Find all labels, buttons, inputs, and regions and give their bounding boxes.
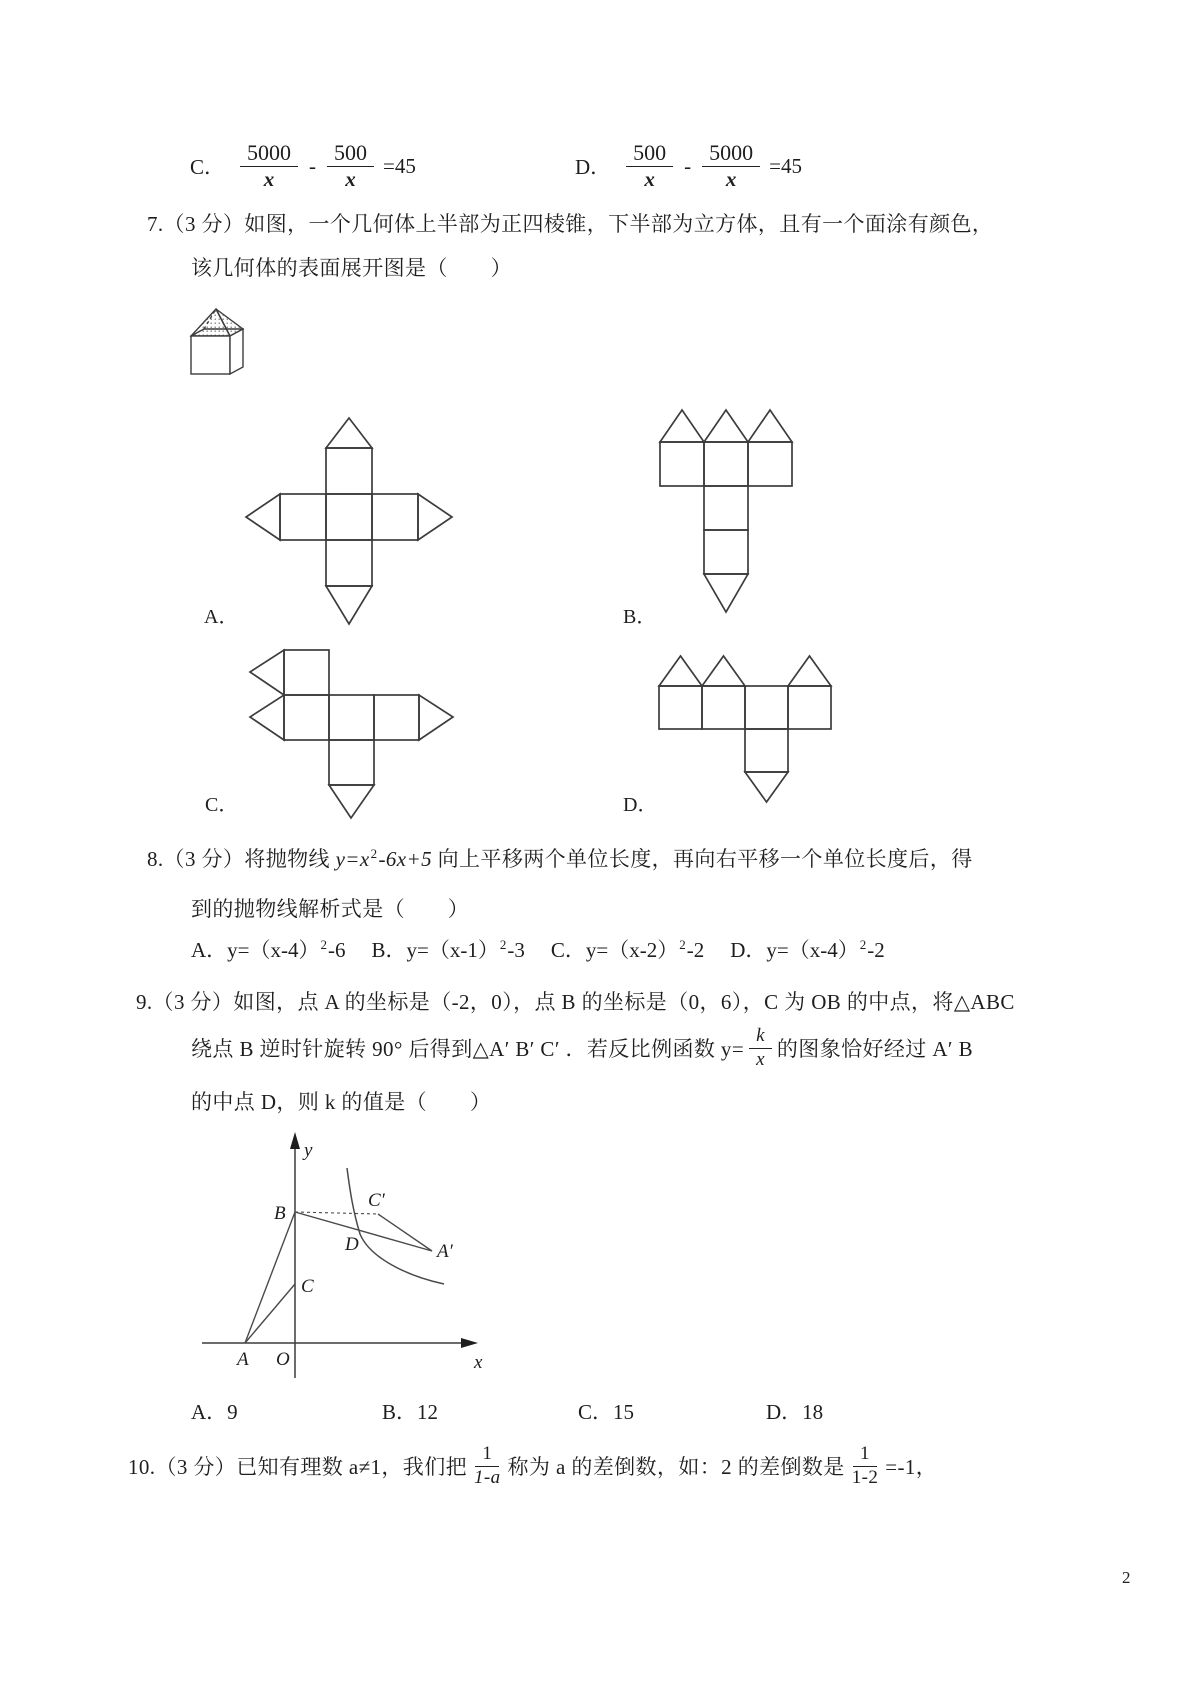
parabola-formula-rest: -6x+5 — [378, 847, 432, 871]
fraction-numerator: 5000 — [702, 140, 760, 167]
option-a — [191, 934, 346, 964]
fraction-numerator: 1 — [853, 1443, 877, 1467]
graph-axes — [202, 1142, 468, 1378]
question-9-text-post: 的图象恰好经过 A′ B — [776, 1037, 973, 1061]
x-axis-arrow — [461, 1338, 478, 1348]
formula-exponent: 2 — [370, 846, 378, 861]
solid-cube-pyramid-figure — [186, 306, 252, 378]
net-b-shapes — [660, 410, 792, 612]
graph-label-c-prime: C′ — [368, 1190, 385, 1211]
fraction-denominator: x — [756, 1048, 765, 1070]
fraction-denominator: x — [725, 167, 737, 192]
fraction-denominator: x — [644, 167, 655, 192]
graph-labels — [235, 1140, 483, 1373]
fraction-numerator: k — [749, 1025, 772, 1049]
option-d-equation — [575, 134, 802, 198]
net-b-figure — [652, 406, 800, 622]
q9-option-c: C．15 — [578, 1400, 635, 1424]
net-c-shapes — [250, 650, 453, 818]
option-d-tail: -2 — [867, 938, 885, 962]
question-9-text: 绕点 B 逆时针旋转 90° 后得到△A′ B′ C′ ．若反比例函数 y= — [191, 1037, 745, 1061]
fraction — [327, 140, 374, 193]
question-8-options — [191, 934, 885, 964]
equals-value: =45 — [383, 153, 416, 178]
graph-label-x: x — [474, 1352, 483, 1373]
graph-triangle-lines — [245, 1212, 432, 1343]
question-7-line2: 该几何体的表面展开图是（ ） — [191, 256, 512, 280]
fraction-k-over-x — [749, 1025, 772, 1072]
fraction-1-over-1-minus-2 — [850, 1443, 881, 1490]
option-c-tail: -2 — [686, 938, 705, 962]
parabola-formula: y=x — [335, 847, 370, 871]
graph-label-o: O — [276, 1349, 290, 1370]
option-a-text: A．y=（x-4） — [191, 938, 320, 962]
question-8-text: 8.（3 分）将抛物线 — [147, 847, 336, 871]
fraction — [626, 140, 673, 193]
question-8-line1 — [147, 843, 973, 873]
question-9-line2 — [191, 1018, 973, 1078]
net-a-figure — [238, 416, 460, 628]
option-b — [372, 934, 525, 964]
option-d-exponent: 2 — [859, 937, 867, 952]
solid-edges — [191, 309, 243, 374]
net-d-label: D． — [623, 794, 658, 816]
q9-option-a: A．9 — [191, 1400, 238, 1424]
question-8-line2: 到的抛物线解析式是（ ） — [191, 897, 470, 921]
fraction-numerator: 500 — [626, 140, 673, 167]
option-c-equation — [190, 134, 416, 198]
question-10-text-mid: 称为 a 的差倒数，如：2 的差倒数是 — [507, 1455, 845, 1479]
option-b-text: B．y=（x-1） — [371, 938, 499, 962]
option-a-tail: -6 — [328, 938, 346, 962]
option-c-label: C． — [190, 155, 226, 179]
question-10-text-post: =-1， — [885, 1455, 938, 1479]
net-a-shapes — [246, 418, 452, 624]
graph-label-b: B — [274, 1203, 286, 1224]
fraction-numerator: 1 — [475, 1443, 499, 1467]
fraction — [702, 140, 760, 193]
option-b-exponent: 2 — [499, 937, 507, 952]
net-b-label: B． — [623, 606, 657, 628]
fraction — [240, 140, 298, 193]
option-d — [730, 934, 885, 964]
fraction-denominator: 1-2 — [851, 1466, 879, 1488]
graph-label-d: D — [345, 1234, 359, 1255]
minus-operator: - — [684, 153, 692, 178]
net-c-label: C． — [205, 794, 239, 816]
graph-label-c: C — [301, 1276, 314, 1297]
minus-operator: - — [309, 153, 317, 178]
option-c-exponent: 2 — [679, 937, 686, 952]
net-a-label: A． — [204, 606, 239, 628]
question-10-line — [128, 1434, 937, 1498]
equals-value: =45 — [769, 153, 803, 178]
page-number: 2 — [1122, 1568, 1131, 1587]
fraction-1-over-1-minus-a — [472, 1443, 503, 1490]
question-7-line1: 7.（3 分）如图，一个几何体上半部为正四棱锥，下半部为立方体，且有一个面涂有颜色， — [147, 212, 994, 236]
y-axis-arrow — [290, 1132, 300, 1149]
net-d-shapes — [659, 656, 831, 802]
option-c-text: C．y=（x-2） — [550, 938, 679, 962]
fraction-denominator: x — [345, 167, 356, 192]
question-9-line3: 的中点 D，则 k 的值是（ ） — [191, 1090, 492, 1114]
fraction-numerator: 5000 — [240, 140, 298, 167]
graph-label-a: A — [237, 1349, 249, 1370]
q9-option-b: B．12 — [382, 1400, 439, 1424]
question-10-text: 10.（3 分）已知有理数 a≠1，我们把 — [128, 1455, 467, 1479]
graph-label-a-prime: A′ — [437, 1241, 453, 1262]
option-c — [551, 934, 704, 964]
net-c-figure — [240, 648, 462, 820]
fraction-numerator: 500 — [327, 140, 374, 167]
option-b-tail: -3 — [507, 938, 525, 962]
option-a-exponent: 2 — [320, 937, 328, 952]
option-d-text: D．y=（x-4） — [730, 938, 859, 962]
question-9-line1: 9.（3 分）如图，点 A 的坐标是（-2，0），点 B 的坐标是（0，6），C 为 OB 的中点，将△ABC — [136, 990, 1015, 1014]
q9-option-d: D．18 — [766, 1400, 824, 1424]
option-d-label: D． — [575, 155, 612, 179]
q9-coordinate-graph — [182, 1126, 488, 1384]
graph-label-y: y — [304, 1140, 313, 1161]
fraction-denominator: 1-a — [474, 1466, 501, 1488]
question-8-text-post: 向上平移两个单位长度，再向右平移一个单位长度后，得 — [431, 847, 973, 871]
net-d-figure — [655, 650, 840, 806]
fraction-denominator: x — [263, 167, 275, 192]
